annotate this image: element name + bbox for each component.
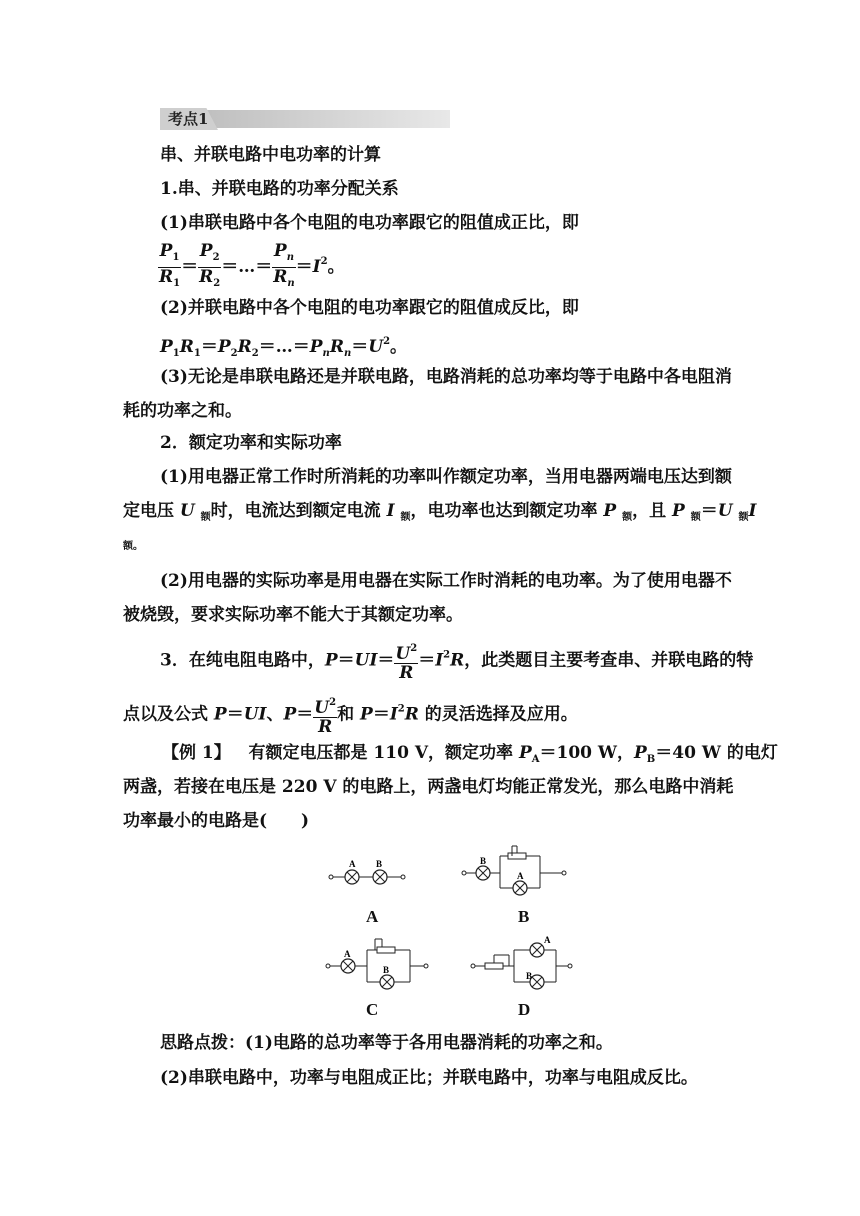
formula-parallel: $P_1R_1=P_2R_2=\dots=P_nR_n=U^2$。 bbox=[160, 336, 408, 359]
circuit-label-d: D bbox=[518, 1000, 531, 1019]
hint-line1: 思路点拨：(1)电路的总功率等于各用电器消耗的功率之和。 bbox=[160, 1033, 613, 1053]
hint-line2: (2)串联电路中，功率与电阻成正比；并联电路中，功率与电阻成反比。 bbox=[160, 1068, 698, 1088]
s2-paragraph-1-line1: (1)用电器正常工作时所消耗的功率叫作额定功率，当用电器两端电压达到额 bbox=[160, 467, 732, 487]
formula-series: $\frac{P_1}{R_1}$ ＝ $\frac{P_2}{R_2}$ ＝…＝ $\frac{P_n}{R_n}$ $=I^2$。 bbox=[159, 241, 345, 289]
svg-text:B: B bbox=[480, 856, 487, 866]
circuit-label-b: B bbox=[518, 907, 530, 926]
circuit-c bbox=[326, 939, 428, 989]
s1-paragraph-3-line1: (3)无论是串联电路还是并联电路，电路消耗的总功率均等于电路中各电阻消 bbox=[160, 367, 732, 387]
s3-line2: 点以及公式 P＝UI、P＝ $\frac{U^2}{R}$ 和 $P=I^2R$ 的灵活选择及应用。 bbox=[123, 694, 578, 736]
s1-paragraph-3-line2: 耗的功率之和。 bbox=[123, 401, 242, 421]
s3-line1: 3．在纯电阻电路中，P＝UI＝ $\frac{U^2}{R}$ $=I^2R$，此类题目主要考查串、并联电路的特 bbox=[160, 640, 753, 682]
svg-text:A: A bbox=[544, 935, 551, 945]
svg-text:B: B bbox=[526, 971, 533, 981]
svg-text:B: B bbox=[376, 859, 383, 869]
hint-label: 思路点拨： bbox=[160, 1033, 245, 1053]
s1-heading: 1.串、并联电路的功率分配关系 bbox=[160, 179, 399, 199]
circuit-d bbox=[471, 935, 572, 989]
s2-paragraph-2-line1: (2)用电器的实际功率是用电器在实际工作时消耗的电功率。为了使用电器不 bbox=[160, 571, 732, 591]
circuit-diagrams bbox=[300, 840, 600, 1030]
s1-p1-text: (1)串联电路中各个电阻的电功率跟它的阻值成正比，即 bbox=[160, 213, 579, 233]
section-title: 串、并联电路中电功率的计算 bbox=[160, 145, 381, 165]
s2-paragraph-1-line2: 定电压 U $_额$时，电流达到额定电流 I $_额$，电功率也达到额定功率 P $_额$，且 P $_额$＝U $_额$I bbox=[123, 501, 757, 523]
example-line1: 【例 1】 有额定电压都是 110 V，额定功率 $P_A=100$ W，$P_B=40$ W 的电灯 bbox=[162, 743, 778, 765]
example-line2: 两盏，若接在电压是 220 V 的电路上，两盏电灯均能正常发光，那么电路中消耗 bbox=[123, 777, 734, 797]
s1-paragraph-1 bbox=[160, 211, 579, 235]
example-line3: 功率最小的电路是( ) bbox=[123, 811, 310, 831]
s1-paragraph-2: (2)并联电路中各个电阻的电功率跟它的阻值成反比，即 bbox=[160, 298, 579, 318]
svg-text:A: A bbox=[517, 871, 524, 881]
example-label: 【例 1】 bbox=[162, 743, 231, 763]
circuit-b bbox=[462, 846, 566, 895]
circuit-label-c: C bbox=[366, 1000, 379, 1019]
s2-paragraph-2-line2: 被烧毁，要求实际功率不能大于其额定功率。 bbox=[123, 605, 463, 625]
svg-text:A: A bbox=[344, 949, 351, 959]
s2-sub-rated-wrap: 额。 bbox=[123, 541, 143, 552]
circuit-label-a: A bbox=[366, 907, 379, 926]
svg-text:A: A bbox=[349, 859, 356, 869]
section-tag: 考点1 bbox=[168, 110, 209, 128]
svg-text:B: B bbox=[383, 965, 390, 975]
s2-heading: 2．额定功率和实际功率 bbox=[160, 433, 342, 453]
circuit-a bbox=[329, 859, 405, 884]
